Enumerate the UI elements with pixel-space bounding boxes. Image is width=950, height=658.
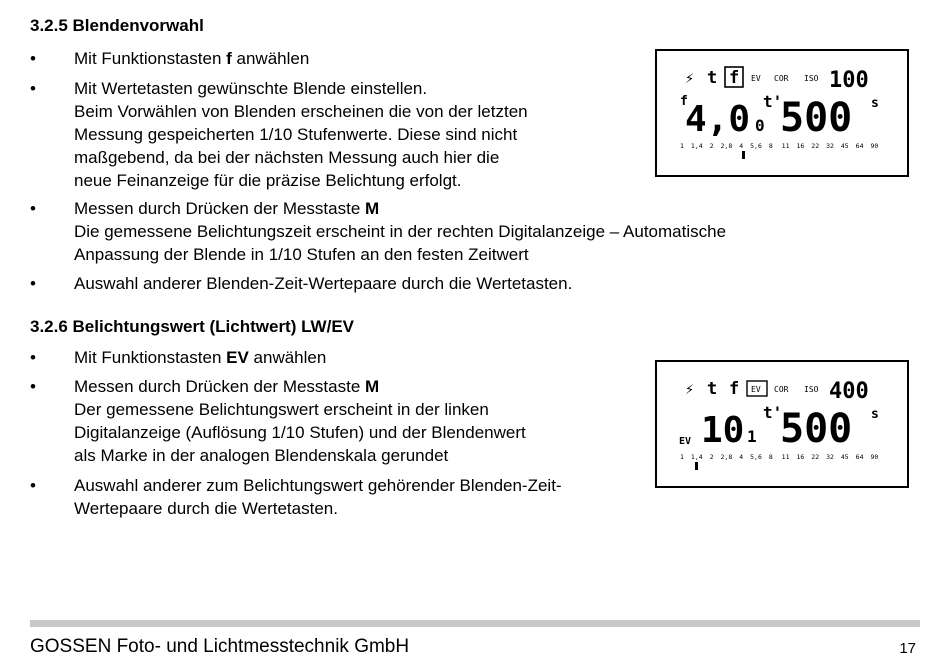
item-line: Auswahl anderer zum Belichtungswert gehörender Blenden-Zeit- <box>74 476 562 495</box>
aperture-scale-label: 1,4 <box>690 142 703 150</box>
aperture-scale <box>680 142 878 150</box>
lcd-ev-indicator: EV <box>751 74 761 83</box>
aperture-scale-label: 1,4 <box>690 453 703 461</box>
item-line: Wertepaare durch die Wertetasten. <box>74 499 338 518</box>
item-line: neue Feinanzeige für die präzise Belichtung erfolgt. <box>74 171 462 190</box>
item-line: als Marke in der analogen Blendenskala gerundet <box>74 446 449 465</box>
lcd-iso-indicator: ISO <box>804 74 819 83</box>
bullet: • <box>30 199 36 218</box>
aperture-scale-marker <box>695 462 698 470</box>
footer-company: GOSSEN Foto- und Lichtmesstechnik GmbH <box>30 636 410 657</box>
aperture-scale-label: 90 <box>870 142 879 150</box>
page-number: 17 <box>899 640 916 657</box>
footer-rule <box>30 620 920 627</box>
lcd-iso-indicator: ISO <box>804 385 819 394</box>
lcd-f-indicator: f <box>729 68 740 88</box>
flash-icon: ⚡ <box>685 69 695 87</box>
aperture-scale-label: 8 <box>768 453 773 461</box>
aperture-scale-label: 16 <box>796 142 805 150</box>
lcd-cor-indicator: COR <box>774 74 789 83</box>
lcd-ev-tenths: 1 <box>747 427 757 446</box>
lcd-unit-s: s <box>871 96 879 111</box>
aperture-scale-label: 22 <box>811 453 820 461</box>
aperture-scale-label: 32 <box>826 453 834 461</box>
item-line: Digitalanzeige (Auflösung 1/10 Stufen) und der Blendenwert <box>74 423 526 442</box>
bullet: • <box>30 348 36 367</box>
bullet: • <box>30 476 36 495</box>
lcd-time-value: 500 <box>780 406 853 452</box>
bullet: • <box>30 49 36 68</box>
aperture-scale-label: 5,6 <box>750 142 762 150</box>
aperture-scale-label: 2 <box>709 453 714 461</box>
section-heading-belichtungswert: 3.2.6 Belichtungswert (Lichtwert) LW/EV <box>30 317 354 336</box>
aperture-scale-label: 11 <box>781 142 790 150</box>
aperture-scale-label: 32 <box>826 142 834 150</box>
aperture-scale-label: 90 <box>870 453 879 461</box>
bullet: • <box>30 274 36 293</box>
lcd-iso-value: 100 <box>829 68 869 93</box>
aperture-scale-label: 2 <box>709 142 714 150</box>
item-line: maßgebend, da bei der nächsten Messung auch hier die <box>74 148 500 167</box>
lcd-time-value: 500 <box>780 95 853 141</box>
item-line: Der gemessene Belichtungswert erscheint in der linken <box>74 400 489 419</box>
aperture-scale-marker <box>742 151 745 159</box>
lcd-f-indicator: f <box>729 379 740 399</box>
aperture-scale-label: 8 <box>768 142 773 150</box>
lcd-ev-value: 10 <box>701 410 745 451</box>
aperture-scale-label: 45 <box>840 142 849 150</box>
item-text: Auswahl anderer Blenden-Zeit-Wertepaare durch die Wertetasten. <box>74 274 573 293</box>
item-text: anwählen <box>248 348 327 367</box>
item-line: Messung gespeicherten 1/10 Stufenwerte. Diese sind nicht <box>74 125 518 144</box>
item-line: Die gemessene Belichtungszeit erscheint in der rechten Digitalanzeige – Automatische <box>74 222 727 241</box>
key-name: M <box>365 377 380 396</box>
lcd-display-aperture-priority <box>655 49 909 177</box>
flash-icon: ⚡ <box>685 380 695 398</box>
lcd-iso-value: 400 <box>829 379 869 404</box>
lcd-aperture-tenths: 0 <box>755 116 765 135</box>
item-text: anwählen <box>231 49 310 68</box>
aperture-scale-label: 2,8 <box>720 142 733 150</box>
lcd-cor-indicator: COR <box>774 385 789 394</box>
lcd-time-label: t' <box>763 403 783 422</box>
aperture-scale-label: 22 <box>811 142 820 150</box>
aperture-scale-label: 64 <box>855 453 864 461</box>
aperture-scale-label: 1 <box>680 142 684 150</box>
lcd-left-label: f <box>680 94 688 109</box>
lcd-unit-s: s <box>871 407 879 422</box>
key-name: M <box>365 199 380 218</box>
item-line: Anpassung der Blende in 1/10 Stufen an den festen Zeitwert <box>74 245 529 264</box>
aperture-scale-label: 4 <box>739 453 744 461</box>
aperture-scale-label: 2,8 <box>720 453 733 461</box>
item-text: Mit Funktionstasten <box>74 348 227 367</box>
lcd-left-label: EV <box>679 436 692 447</box>
lcd-t-indicator: t <box>707 379 718 399</box>
aperture-scale-label: 11 <box>781 453 790 461</box>
item-text: Messen durch Drücken der Messtaste <box>74 199 366 218</box>
item-text: Messen durch Drücken der Messtaste <box>74 377 366 396</box>
aperture-scale-label: 1 <box>680 453 684 461</box>
aperture-scale-label: 16 <box>796 453 805 461</box>
aperture-scale-label: 5,6 <box>750 453 762 461</box>
lcd-display-exposure-value <box>655 360 909 488</box>
item-text: Mit Funktionstasten <box>74 49 227 68</box>
bullet: • <box>30 377 36 396</box>
aperture-scale-label: 64 <box>855 142 864 150</box>
aperture-scale-label: 4 <box>739 142 744 150</box>
lcd-t-indicator: t <box>707 68 718 88</box>
aperture-scale <box>680 453 878 461</box>
aperture-scale-label: 45 <box>840 453 849 461</box>
key-name: f <box>226 49 232 68</box>
item-line: Mit Wertetasten gewünschte Blende einstellen. <box>74 79 428 98</box>
bullet: • <box>30 79 36 98</box>
lcd-aperture-value: 4,0 <box>685 99 751 140</box>
lcd-time-label: t' <box>763 92 783 111</box>
item-line: Beim Vorwählen von Blenden erscheinen die von der letzten <box>74 102 528 121</box>
section-heading-blendenvorwahl: 3.2.5 Blendenvorwahl <box>30 16 204 35</box>
key-name: EV <box>226 348 249 367</box>
lcd-ev-indicator: EV <box>751 385 761 394</box>
